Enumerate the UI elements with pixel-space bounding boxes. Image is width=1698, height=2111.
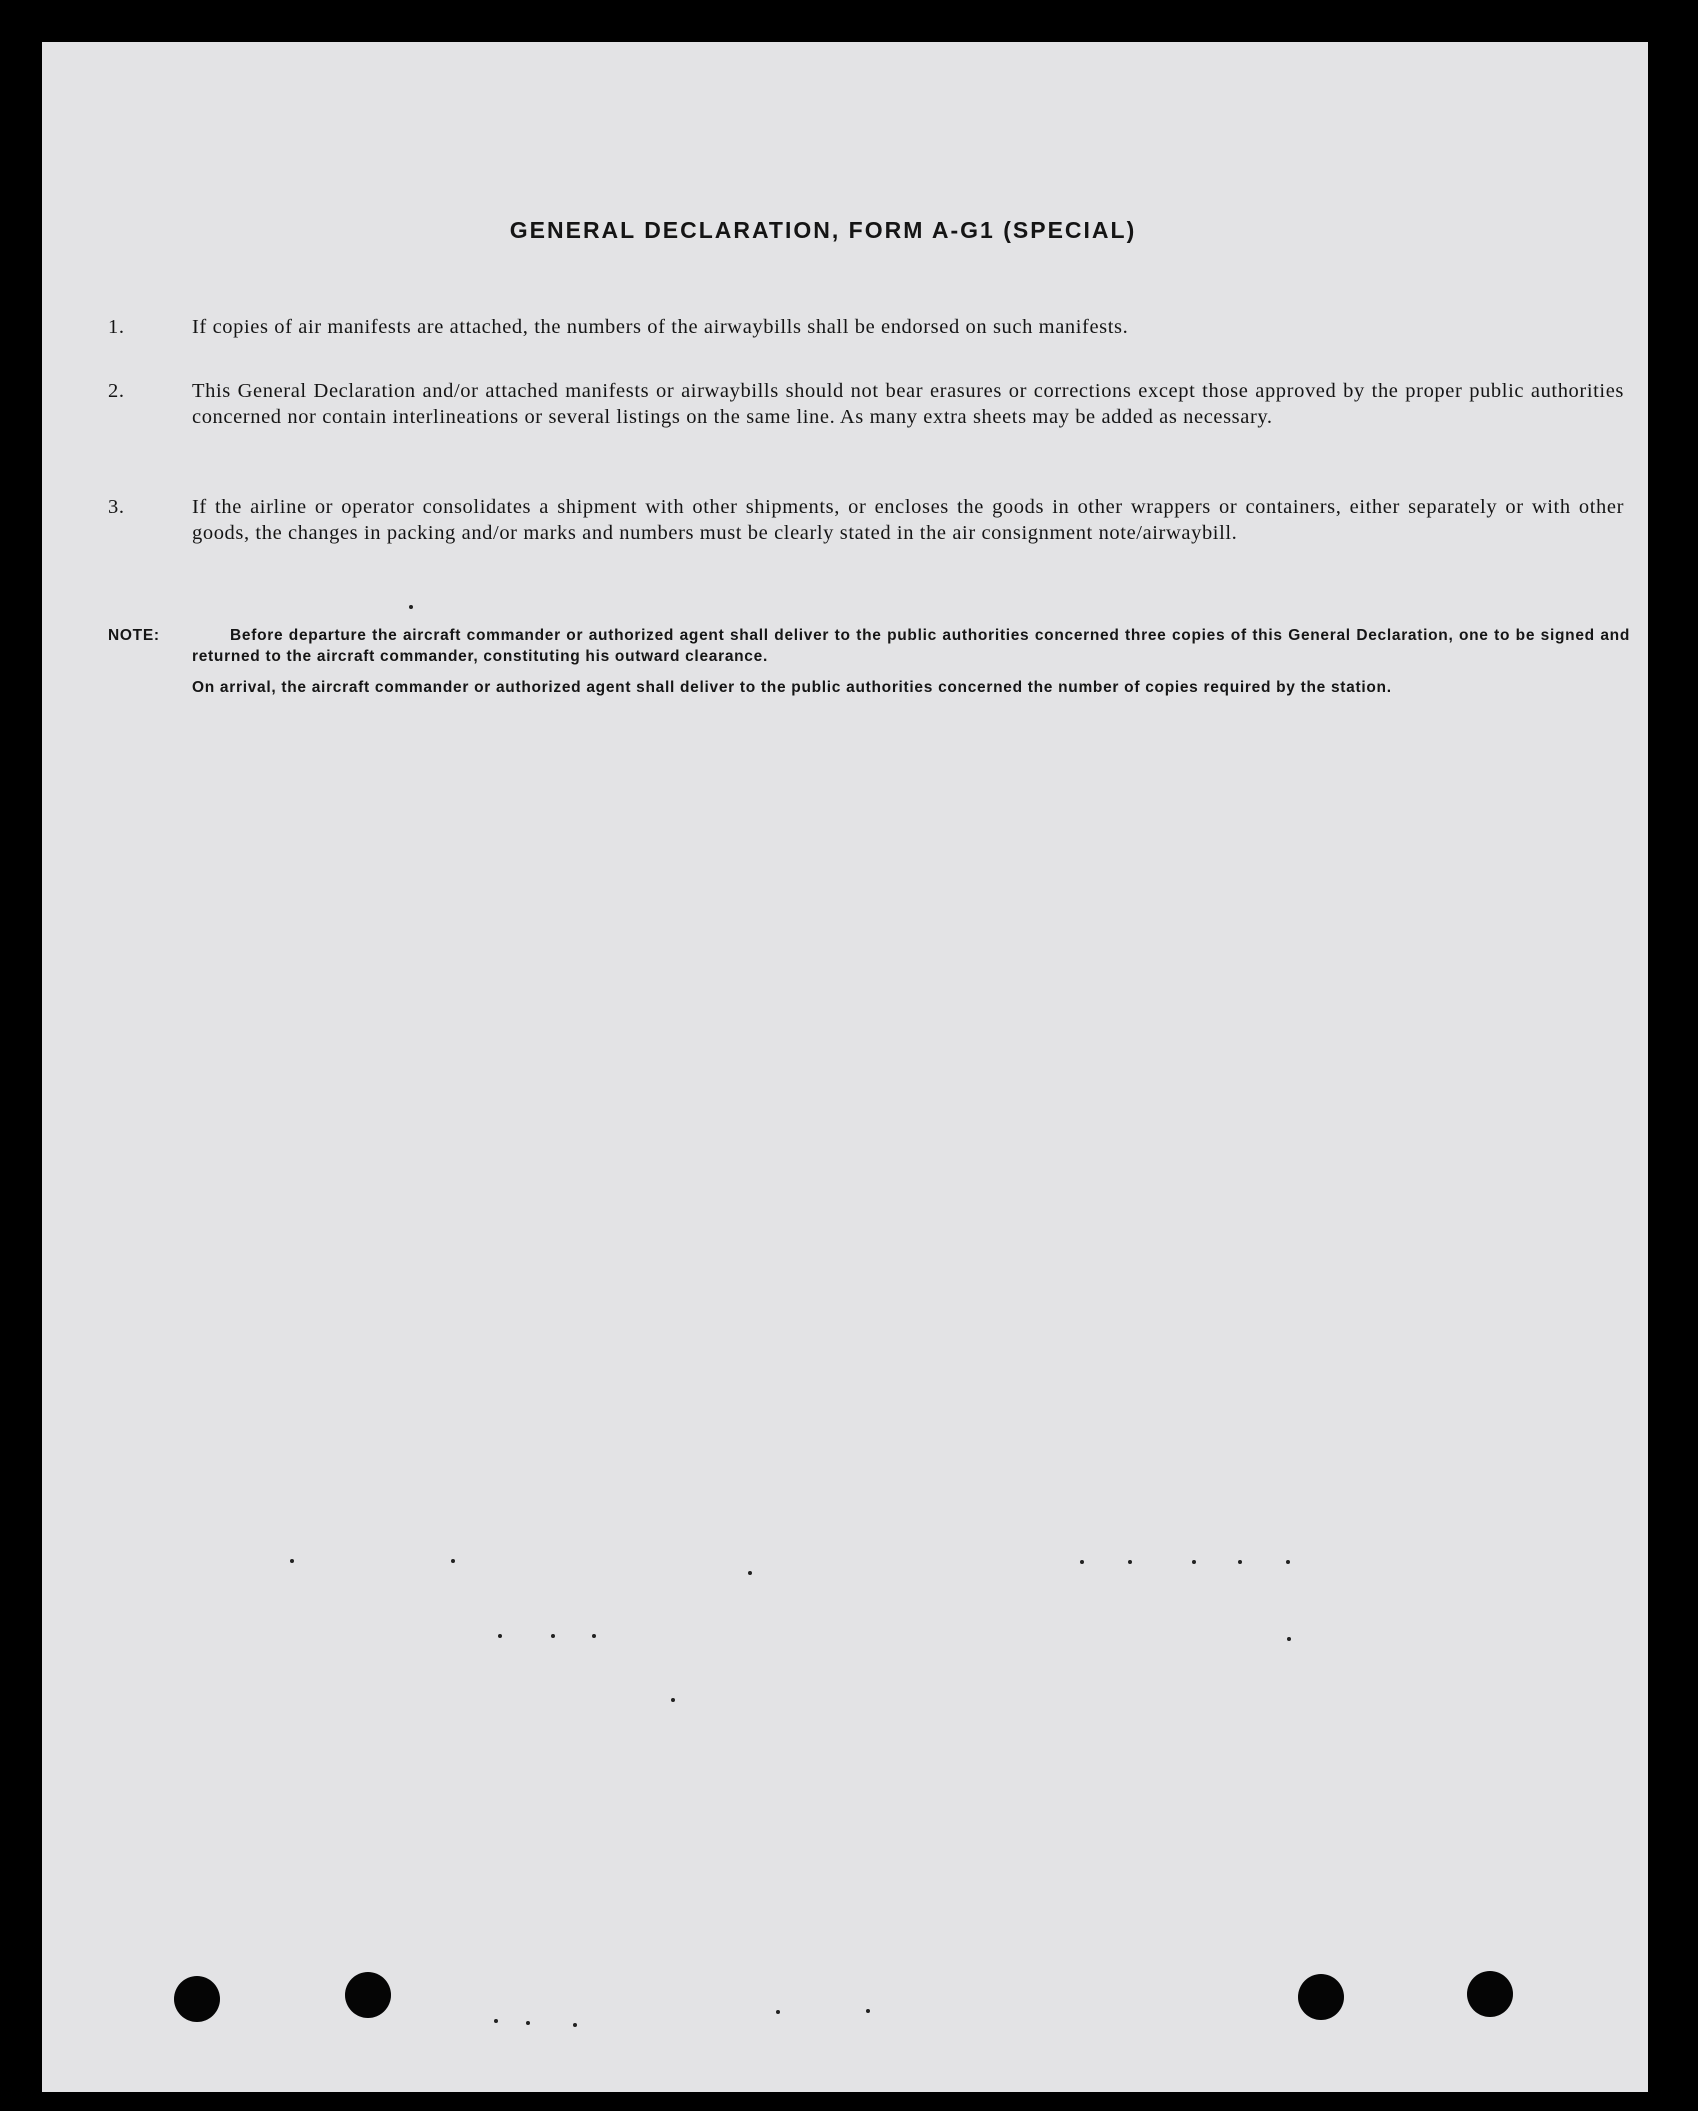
scan-speck [526,2021,530,2025]
item-text: If copies of air manifests are attached, the numbers of the airwaybills shall be endorsed on such manifests. [192,316,1129,338]
note-label: NOTE: [108,627,160,644]
scan-speck [866,2009,870,2013]
scan-speck [573,2023,577,2027]
scan-speck [748,1571,752,1575]
scan-speck [1080,1560,1084,1564]
punch-hole [345,1972,391,2018]
scan-speck [551,1634,555,1638]
item-number: 3. [108,496,125,518]
item-text: This General Declaration and/or attached manifests or airwaybills should not bear erasures or corrections except those approved by the proper public authorities concerned nor contain interlineations or several listings on the same line. As many extra sheets may be added as necessary. [192,380,1624,428]
item-number: 2. [108,380,125,402]
note-paragraph-arrival: On arrival, the aircraft commander or authorized agent shall deliver to the public authorities concerned the number of copies required by the station. [192,679,1392,696]
document-title: GENERAL DECLARATION, FORM A-G1 (SPECIAL) [509,217,1137,243]
scan-speck [1286,1560,1290,1564]
instruction-item-1 [108,314,1628,340]
note-section [108,625,1630,698]
punch-hole [1298,1974,1344,2020]
scan-speck [1287,1637,1291,1641]
scan-speck [494,2019,498,2023]
punch-hole [174,1976,220,2022]
scan-speck [1192,1560,1196,1564]
instruction-item-2 [108,378,1628,430]
instruction-item-3 [108,494,1628,546]
scan-speck [671,1698,675,1702]
scan-speck [592,1634,596,1638]
note-paragraph-departure: Before departure the aircraft commander or authorized agent shall deliver to the public authorities concerned three copies of this General Declaration, one to be signed and returned to the aircraft commander, constituting his outward clearance. [192,627,1630,665]
scan-speck [776,2010,780,2014]
item-number: 1. [108,316,125,338]
scan-speck [290,1559,294,1563]
scan-speck [1238,1560,1242,1564]
punch-hole [1467,1971,1513,2017]
scan-speck [451,1559,455,1563]
scan-speck [1128,1560,1132,1564]
scan-speck [409,605,413,609]
scan-speck [498,1634,502,1638]
paper-sheet [42,42,1648,2092]
item-text: If the airline or operator consolidates a shipment with other shipments, or encloses the goods in other wrappers or containers, either separately or with other goods, the changes in packing and/or marks and numbers must be clearly stated in the air consignment note/airwaybill. [192,496,1624,544]
